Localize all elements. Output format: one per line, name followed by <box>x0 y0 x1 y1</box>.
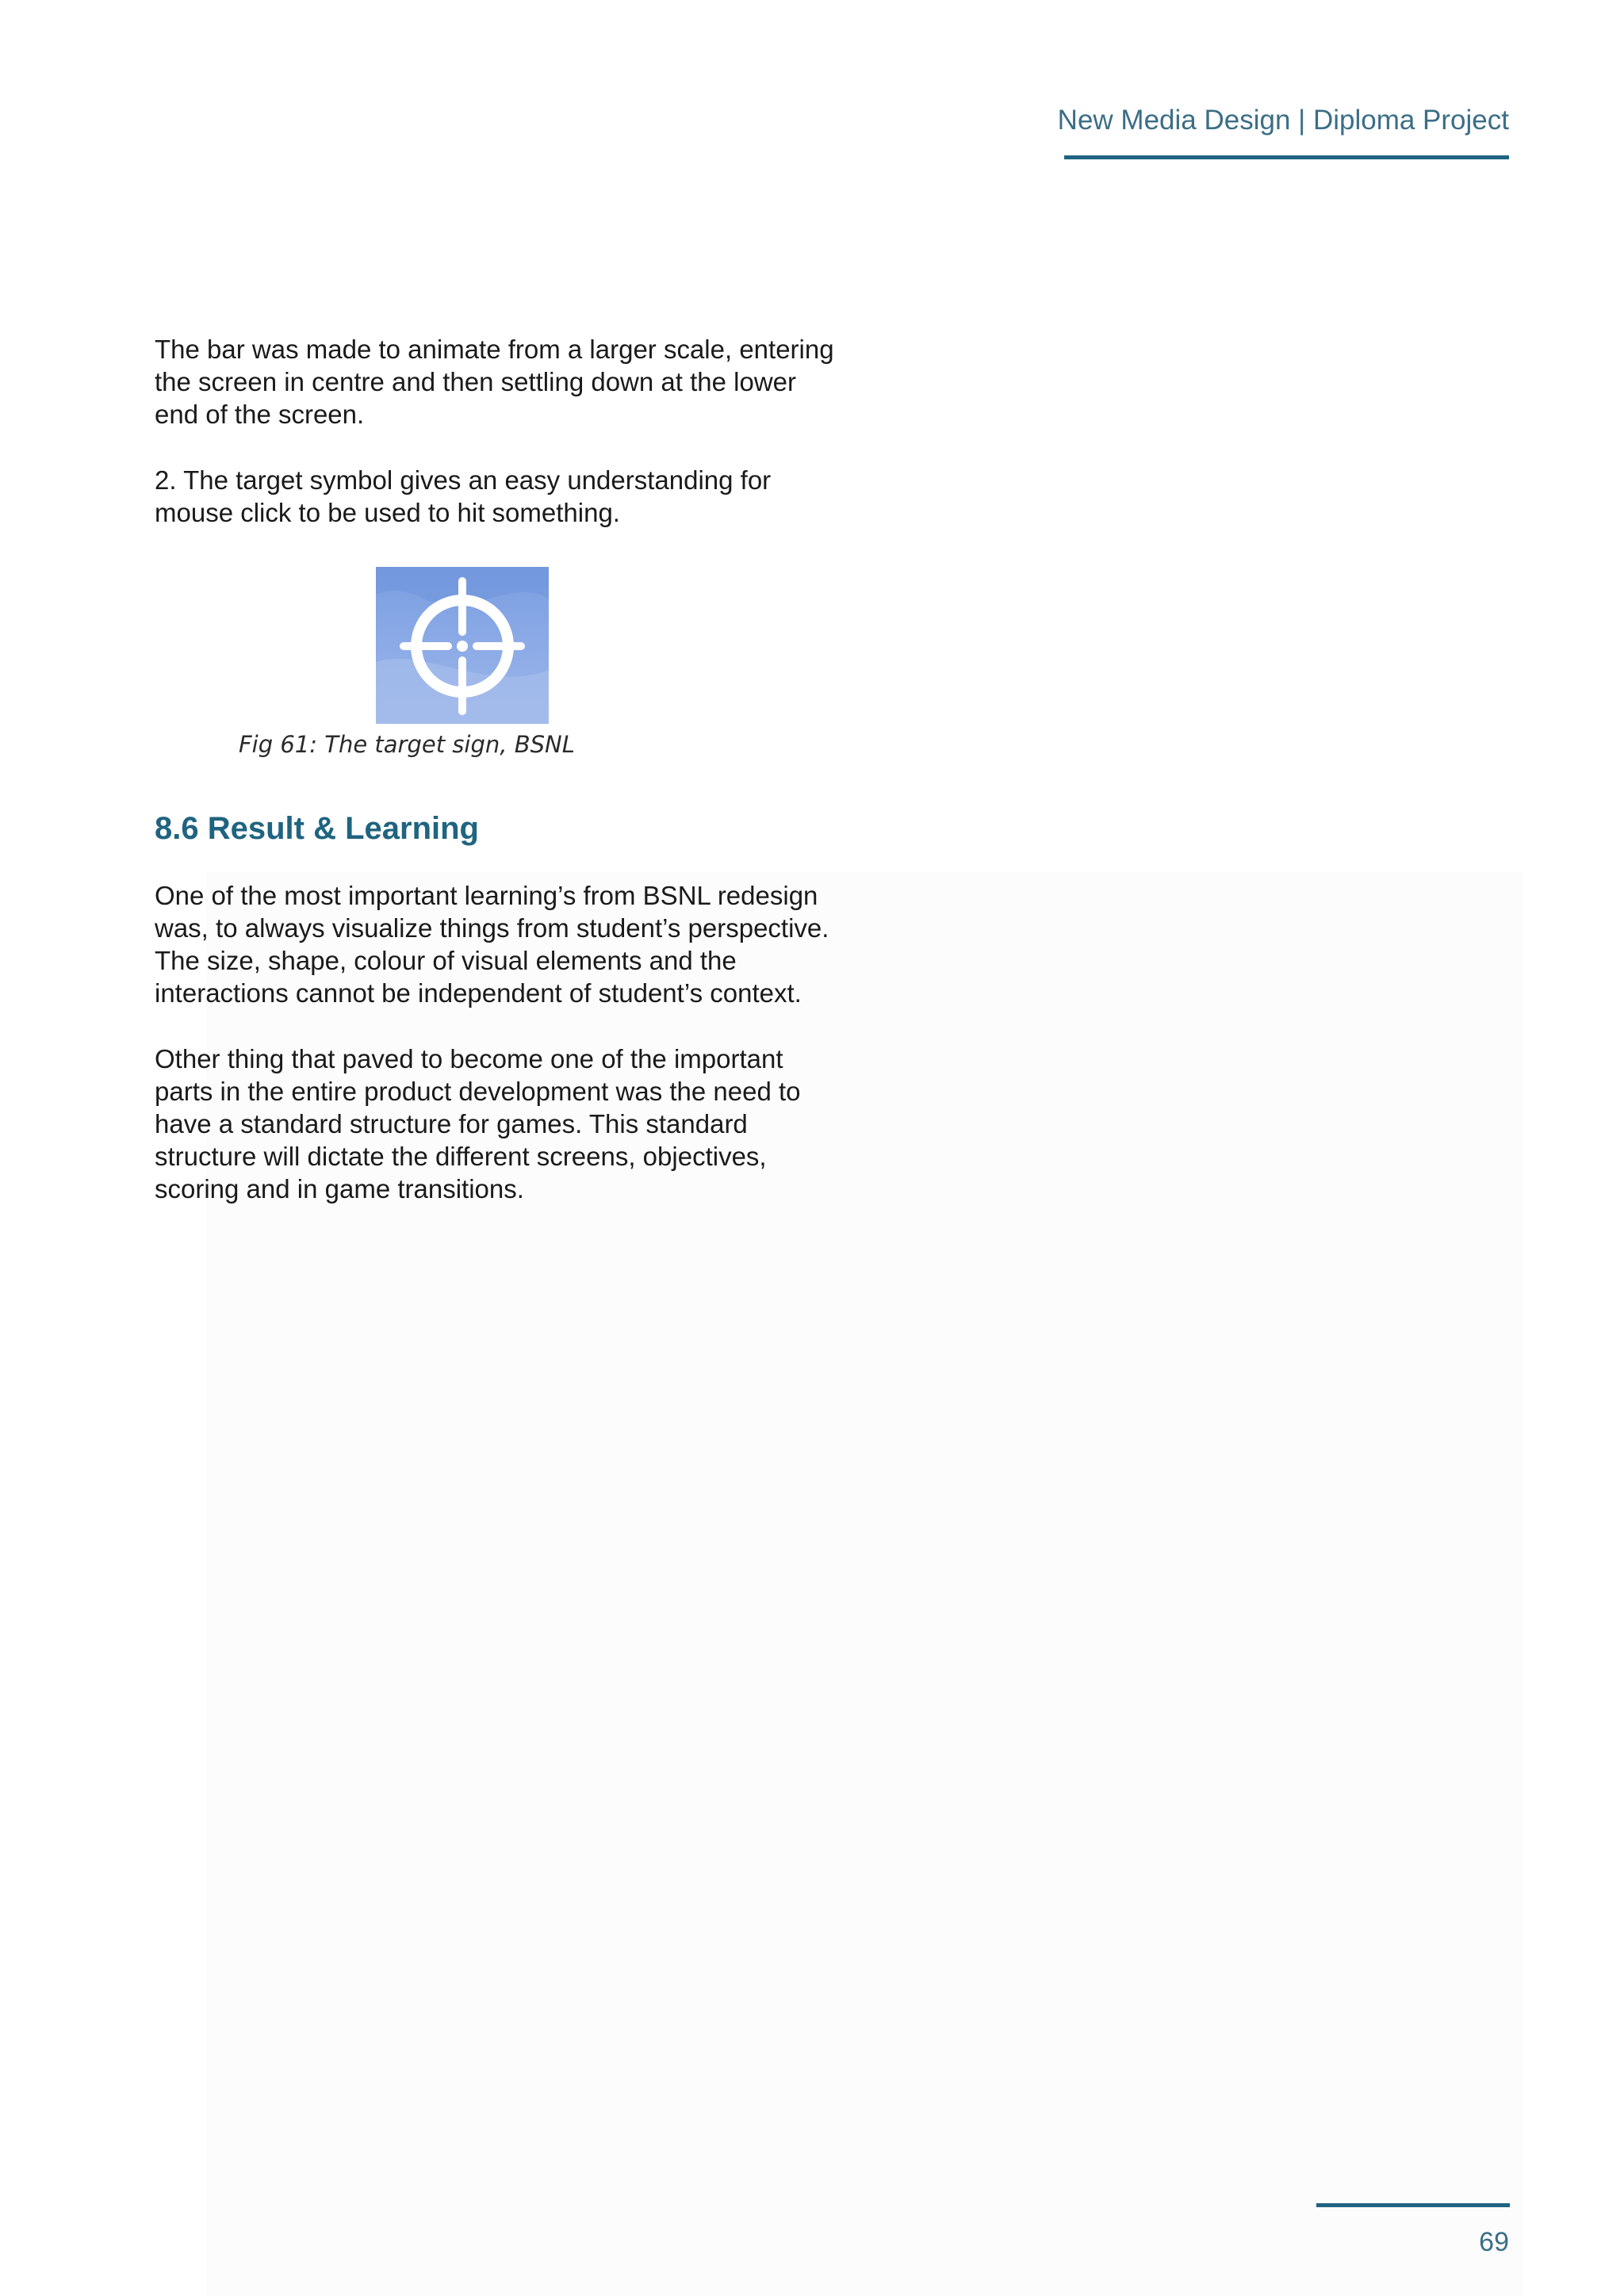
header-title: New Media Design | Diploma Project <box>1057 105 1509 136</box>
header-rule <box>1064 155 1509 159</box>
figure-caption: Fig 61: The target sign, BSNL <box>239 731 575 758</box>
target-crosshair-icon <box>376 567 549 724</box>
section-heading: 8.6 Result & Learning <box>155 811 479 846</box>
body-paragraph: One of the most important learning’s from BSNL redesign was, to always visualize things from student’s perspective. The size, shape, colour of visual elements and the interactions cannot be independent of student’s context. <box>155 881 829 1008</box>
page-content <box>155 333 837 1205</box>
body-paragraph: 2. The target symbol gives an easy understanding for mouse click to be used to hit something. <box>155 465 772 527</box>
page-header <box>1058 101 1509 159</box>
figure <box>155 567 837 760</box>
page-number: 69 <box>1479 2227 1509 2257</box>
footer-rule <box>1316 2203 1510 2207</box>
body-paragraph: The bar was made to animate from a larger scale, entering the screen in centre and then settling down at the lower end of the screen. <box>155 335 834 429</box>
body-paragraph: Other thing that paved to become one of the important parts in the entire product development was the need to have a standard structure for games. This standard structure will dictate the different screens, objectives, scoring and in game transitions. <box>155 1044 801 1203</box>
